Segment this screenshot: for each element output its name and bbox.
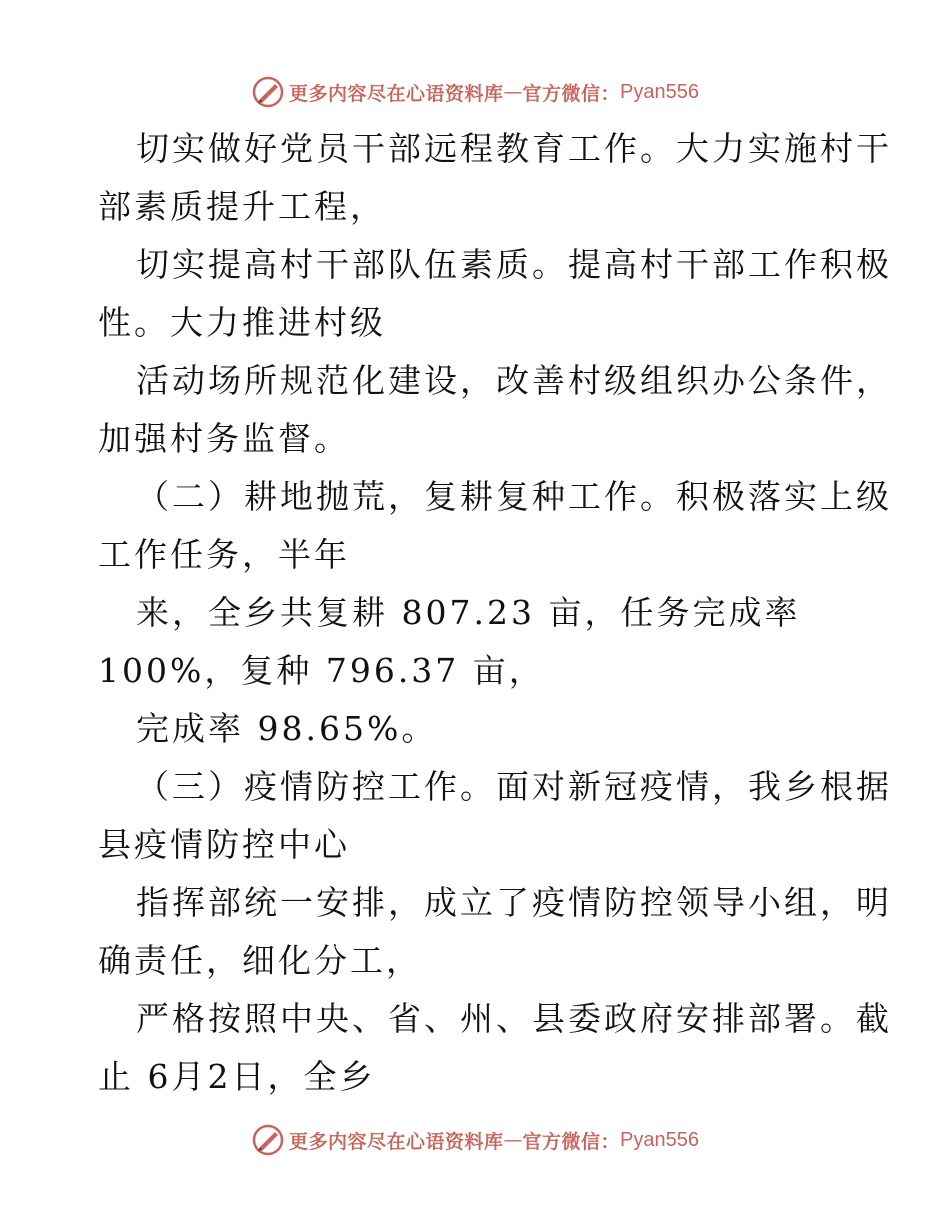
text-line: 加强村务监督。 — [98, 419, 350, 458]
text-line: 指挥部统一安排，成立了疫情防控领导小组，明 — [136, 883, 892, 922]
text-line: 切实提高村干部队伍素质。提高村干部工作积极 — [136, 245, 892, 284]
header-watermark — [0, 72, 950, 112]
text-line: 县疫情防控中心 — [98, 825, 350, 864]
watermark-label: 官方微信： — [522, 1130, 621, 1153]
text-line: 止 6月2日，全乡 — [98, 1057, 376, 1096]
watermark-label: 官方微信： — [522, 82, 621, 105]
text-line: 切实做好党员干部远程教育工作。大力实施村干 — [136, 129, 892, 168]
text-line: 完成率 98.65%。 — [136, 709, 438, 748]
watermark-separator: — — [503, 1129, 523, 1151]
text-line: 部素质提升工程， — [98, 187, 386, 226]
text-line: （三）疫情防控工作。面对新冠疫情，我乡根据 — [136, 767, 892, 806]
text-line: 100%，复种 796.37 亩， — [98, 651, 545, 690]
watermark-id: Pyan556 — [620, 1128, 699, 1151]
text-line: 性。大力推进村级 — [98, 303, 386, 342]
text-line: 确责任，细化分工， — [98, 941, 422, 980]
watermark-id: Pyan556 — [620, 80, 699, 103]
watermark-text: 更多内容尽在心语资料库 — [289, 1130, 504, 1153]
text-line: 严格按照中央、省、州、县委政府安排部署。截 — [136, 999, 892, 1038]
document-body — [98, 120, 892, 1106]
footer-watermark — [0, 1120, 950, 1160]
brand-logo-icon — [251, 1123, 285, 1157]
watermark-separator: — — [503, 81, 523, 103]
text-line: 来，全乡共复耕 807.23 亩，任务完成率 — [136, 593, 801, 632]
text-line: （二）耕地抛荒，复耕复种工作。积极落实上级 — [136, 477, 892, 516]
text-line: 活动场所规范化建设，改善村级组织办公条件， — [136, 361, 892, 400]
text-line: 工作任务，半年 — [98, 535, 350, 574]
watermark-text: 更多内容尽在心语资料库 — [289, 82, 504, 105]
brand-logo-icon — [251, 75, 285, 109]
